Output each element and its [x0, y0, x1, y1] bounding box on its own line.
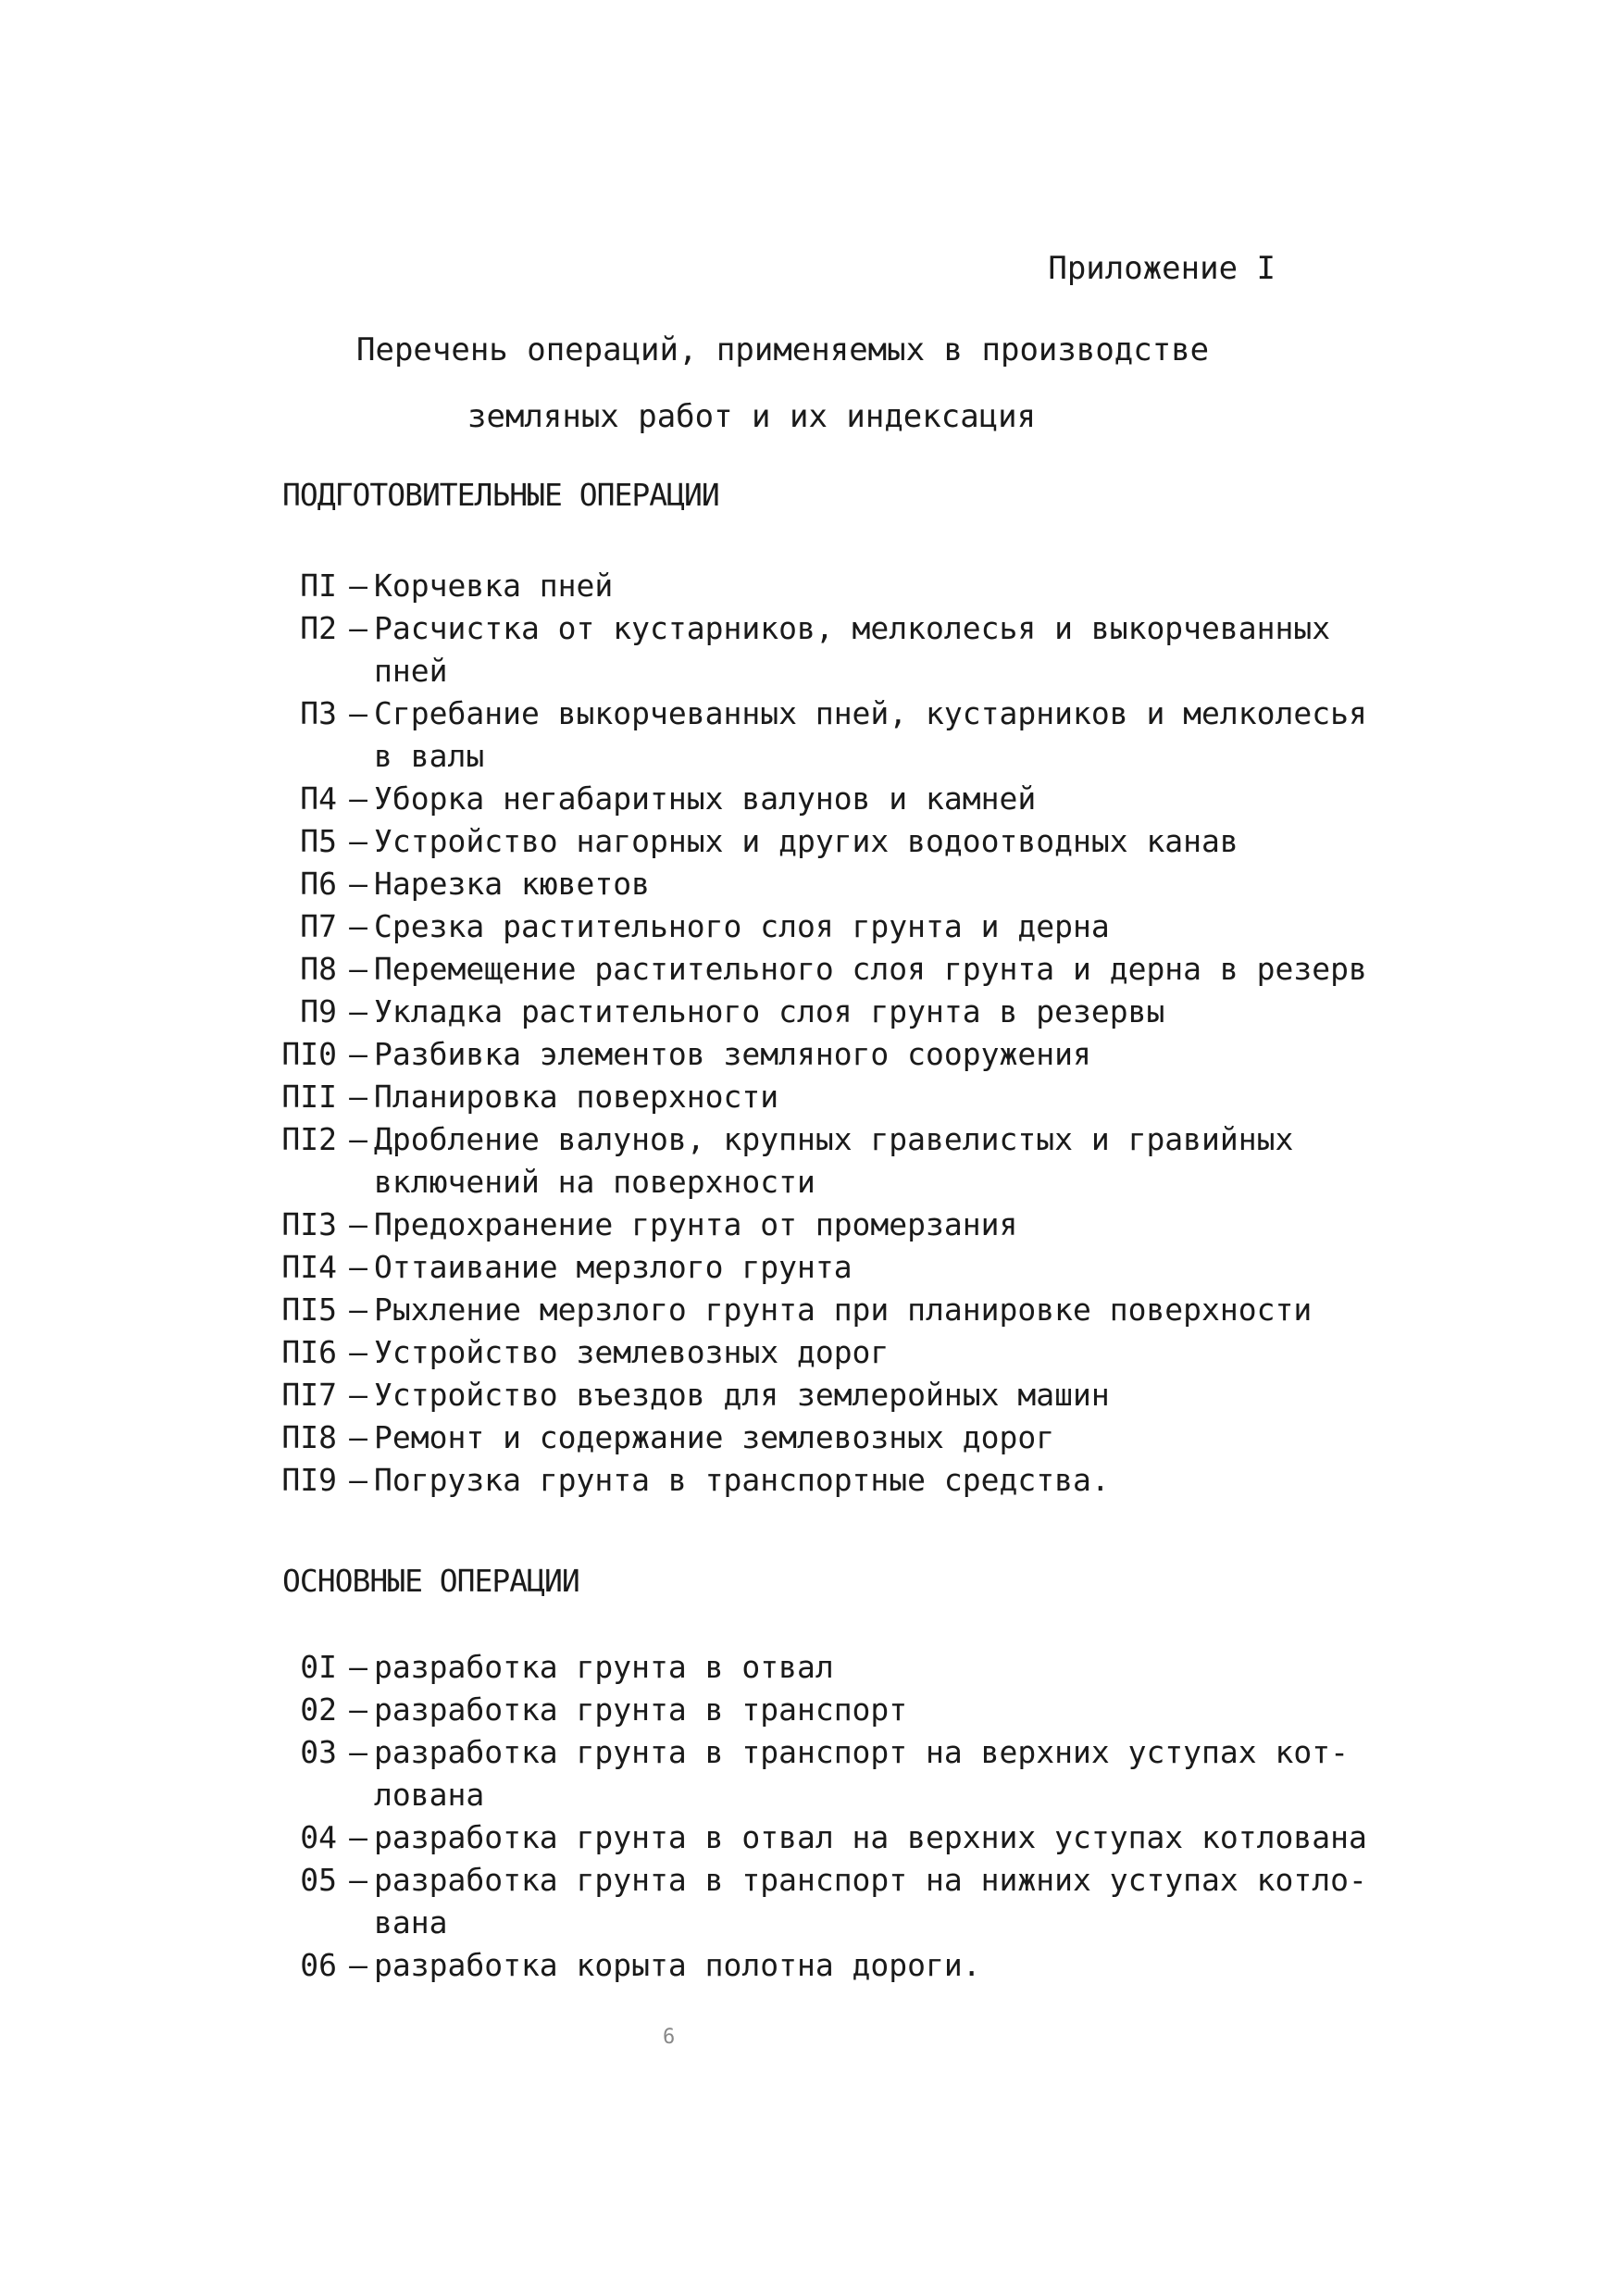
list-item [268, 948, 1379, 991]
main-list [268, 1646, 1379, 1987]
list-item-text: Перемещение растительного слоя грунта и дерна в резерв [374, 951, 1367, 987]
list-item-text: Устройство нагорных и других водоотводных канав [374, 823, 1238, 859]
list-item-code: ПI5 [281, 1292, 337, 1328]
list-item-code: ПI6 [281, 1334, 337, 1370]
list-item-dash: – [349, 695, 367, 731]
list-item [268, 820, 1379, 863]
list-item-code: ПII [281, 1079, 337, 1115]
list-item-dash: – [349, 568, 367, 604]
list-item-code: 02 [300, 1691, 337, 1728]
list-item-code: П3 [300, 695, 337, 731]
list-item-code: ПI9 [281, 1462, 337, 1498]
list-item [268, 1816, 1379, 1859]
list-item [268, 1944, 1379, 1987]
list-item [268, 1416, 1379, 1459]
list-item [268, 1246, 1379, 1289]
list-item [268, 1731, 1379, 1816]
list-item [268, 607, 1379, 693]
list-item-text: Корчевка пней [374, 568, 614, 604]
list-item [268, 1204, 1379, 1246]
list-item-text: Устройство въездов для землеройных машин [374, 1377, 1110, 1413]
list-item-dash: – [349, 780, 367, 817]
list-item-dash: – [349, 1819, 367, 1855]
list-item-text: Разбивка элементов земляного сооружения [374, 1036, 1091, 1072]
list-item-dash: – [349, 866, 367, 902]
list-item [268, 1859, 1379, 1944]
list-item [268, 991, 1379, 1033]
list-item [268, 1289, 1379, 1331]
list-item-text: Расчистка от кустарников, мелколесья и выкорчеванных пней [374, 610, 1331, 689]
main-heading: ОСНОВНЫЕ ОПЕРАЦИИ [282, 1563, 579, 1599]
list-item-text: Устройство землевозных дорог [374, 1334, 890, 1370]
list-item-code: ПI4 [281, 1249, 337, 1285]
list-item-dash: – [349, 1334, 367, 1370]
list-item-dash: – [349, 1121, 367, 1157]
list-item-text: Дробление валунов, крупных гравелистых и гравийных включений на поверхности [374, 1121, 1294, 1200]
list-item-code: П6 [300, 866, 337, 902]
list-item-text: Оттаивание мерзлого грунта [374, 1249, 853, 1285]
list-item-dash: – [349, 1079, 367, 1115]
list-item-code: 04 [300, 1819, 337, 1855]
appendix-label: Приложение I [1048, 250, 1276, 287]
list-item-text: Планировка поверхности [374, 1079, 779, 1115]
list-item-code: ПI0 [281, 1036, 337, 1072]
preparatory-heading: ПОДГОТОВИТЕЛЬНЫЕ ОПЕРАЦИИ [282, 477, 719, 513]
list-item-dash: – [349, 1206, 367, 1242]
list-item [268, 1689, 1379, 1731]
list-item-dash: – [349, 951, 367, 987]
page-number: 6 [663, 2026, 676, 2049]
list-item-dash: – [349, 1249, 367, 1285]
list-item-text: Рыхление мерзлого грунта при планировке поверхности [374, 1292, 1313, 1328]
list-item-dash: – [349, 1862, 367, 1898]
list-item [268, 1076, 1379, 1118]
list-item [268, 905, 1379, 948]
list-item-text: разработка грунта в отвал [374, 1649, 834, 1685]
list-item-code: П4 [300, 780, 337, 817]
list-item-text: Уборка негабаритных валунов и камней [374, 780, 1037, 817]
list-item-dash: – [349, 1036, 367, 1072]
list-item-text: Укладка растительного слоя грунта в резервы [374, 993, 1165, 1029]
list-item-code: 03 [300, 1734, 337, 1770]
list-item-dash: – [349, 1947, 367, 1983]
list-item-code: П9 [300, 993, 337, 1029]
list-item-text: Ремонт и содержание землевозных дорог [374, 1419, 1055, 1455]
list-item-text: Нарезка кюветов [374, 866, 651, 902]
list-item [268, 778, 1379, 820]
list-item-text: Погрузка грунта в транспортные средства. [374, 1462, 1110, 1498]
list-item-dash: – [349, 1649, 367, 1685]
list-item-dash: – [349, 1377, 367, 1413]
list-item-code: П2 [300, 610, 337, 646]
title-line-2: земляных работ и их индексация [467, 398, 1037, 435]
list-item-dash: – [349, 1691, 367, 1728]
list-item-dash: – [349, 1419, 367, 1455]
list-item-code: П8 [300, 951, 337, 987]
list-item-code: ПI2 [281, 1121, 337, 1157]
list-item-text: разработка грунта в транспорт на нижних уступах котло- вана [374, 1862, 1367, 1940]
preparatory-list [268, 565, 1379, 1502]
list-item [268, 1033, 1379, 1076]
list-item-dash: – [349, 908, 367, 944]
list-item-text: разработка корыта полотна дороги. [374, 1947, 981, 1983]
list-item-text: разработка грунта в отвал на верхних уступах котлована [374, 1819, 1367, 1855]
list-item-dash: – [349, 610, 367, 646]
list-item-code: ПI3 [281, 1206, 337, 1242]
list-item-code: ПI7 [281, 1377, 337, 1413]
list-item-code: 06 [300, 1947, 337, 1983]
title-line-1: Перечень операций, применяемых в производстве [356, 331, 1210, 368]
list-item-code: 0I [300, 1649, 337, 1685]
list-item [268, 1331, 1379, 1374]
list-item-text: Сгребание выкорчеванных пней, кустарников и мелколесья в валы [374, 695, 1367, 774]
list-item-text: Предохранение грунта от промерзания [374, 1206, 1018, 1242]
list-item-text: Срезка растительного слоя грунта и дерна [374, 908, 1110, 944]
list-item-text: разработка грунта в транспорт [374, 1691, 908, 1728]
list-item [268, 565, 1379, 607]
list-item-code: П5 [300, 823, 337, 859]
list-item-code: 05 [300, 1862, 337, 1898]
list-item [268, 863, 1379, 905]
list-item-dash: – [349, 1734, 367, 1770]
list-item-dash: – [349, 1462, 367, 1498]
list-item [268, 1646, 1379, 1689]
list-item-code: ПI [300, 568, 337, 604]
list-item [268, 693, 1379, 778]
list-item [268, 1118, 1379, 1204]
list-item-code: ПI8 [281, 1419, 337, 1455]
list-item-code: П7 [300, 908, 337, 944]
list-item [268, 1374, 1379, 1416]
list-item-dash: – [349, 993, 367, 1029]
list-item-text: разработка грунта в транспорт на верхних уступах кот- лована [374, 1734, 1349, 1813]
list-item-dash: – [349, 823, 367, 859]
list-item-dash: – [349, 1292, 367, 1328]
list-item [268, 1459, 1379, 1502]
